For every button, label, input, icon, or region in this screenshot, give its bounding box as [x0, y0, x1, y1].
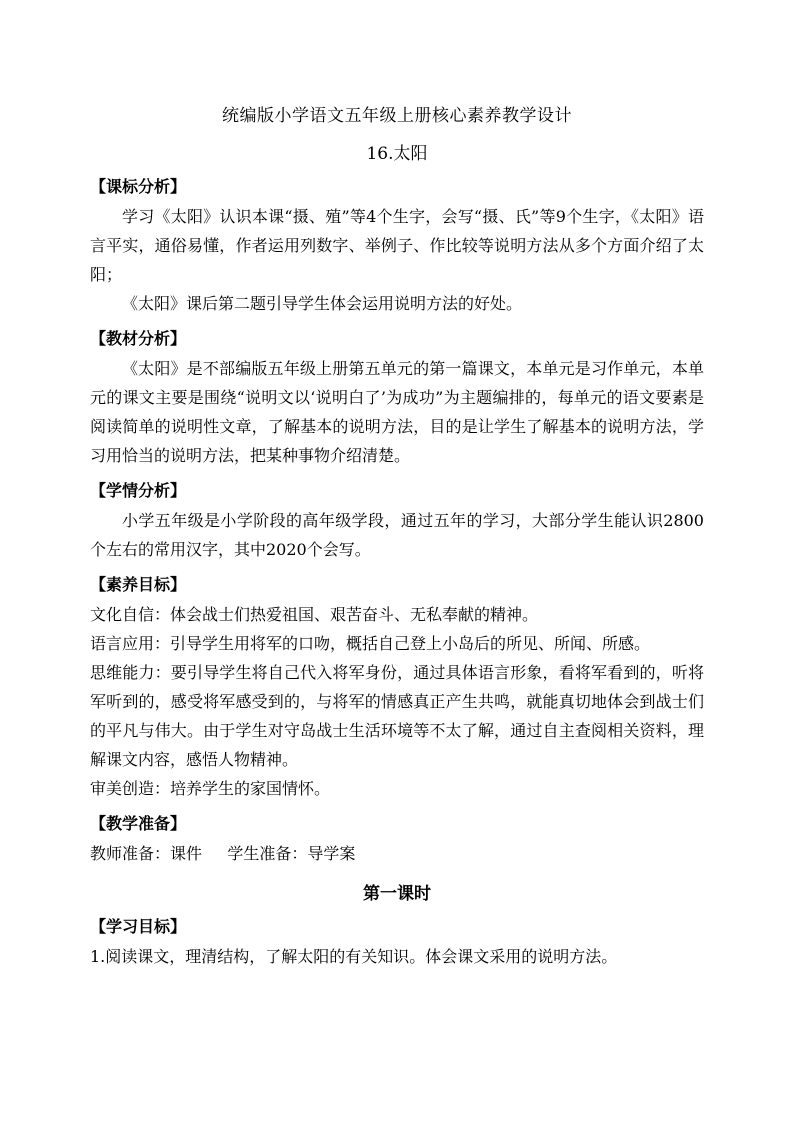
section-heading-objectives: 【学习目标】	[90, 917, 187, 936]
curriculum-paragraph-1: 学习《太阳》认识本课“摄、殖”等4个生字，会写“摄、氏”等9个生字，《太阳》语言平实，通俗易懂，作者运用列数字、举例子、作比较等说明方法从多个方面介绍了太阳；	[90, 207, 704, 284]
objective-item-1: 1.阅读课文，理清结构，了解太阳的有关知识。体会课文采用的说明方法。	[90, 947, 618, 966]
learners-paragraph: 小学五年级是小学阶段的高年级学段，通过五年的学习，大部分学生能认识2800个左右的常用汉字，其中2020个会写。	[90, 511, 704, 559]
period-title: 第一课时	[363, 884, 431, 904]
literacy-thinking: 思维能力：要引导学生将自己代入将军身份，通过具体语言形象，看将军看到的，听将军听到的，感受将军感受到的，与将军的情感真正产生共鸣，就能真切地体会到战士们的平凡与伟大。由于学生对守岛战士生活环境等不太了解，通过自主查阅相关资料，理解课文内容，感悟人物精神。	[90, 663, 704, 769]
section-heading-literacy: 【素养目标】	[90, 575, 187, 594]
section-literacy	[90, 574, 704, 803]
lesson-title: 16.太阳	[366, 144, 428, 164]
literacy-culture: 文化自信：体会战士们热爱祖国、艰苦奋斗、无私奉献的精神。	[90, 605, 539, 624]
section-heading-textbook: 【教材分析】	[90, 329, 187, 348]
textbook-paragraph: 《太阳》是不部编版五年级上册第五单元的第一篇课文，本单元是习作单元，本单元的课文主要是围绕“说明文以‘说明白了’为成功”为主题编排的，每单元的语文要素是阅读简单的说明性文章，了解基本的说明方法，目的是让学生了解基本的说明方法，学习用恰当的说明方法，把某种事物介绍清楚。	[90, 359, 704, 465]
literacy-language: 语言应用：引导学生用将军的口吻，概括自己登上小岛后的所见、所闻、所感。	[90, 634, 651, 653]
section-heading-learners: 【学情分析】	[90, 481, 187, 500]
section-heading-curriculum: 【课标分析】	[90, 177, 187, 196]
curriculum-paragraph-2: 《太阳》课后第二题引导学生体会运用说明方法的好处。	[122, 294, 523, 313]
section-preparation	[90, 813, 704, 868]
section-curriculum	[90, 176, 704, 318]
section-textbook	[90, 328, 704, 470]
section-learners	[90, 480, 704, 564]
literacy-aesthetic: 审美创造：培养学生的家国情怀。	[90, 779, 331, 798]
section-heading-preparation: 【教学准备】	[90, 814, 187, 833]
document-title: 统编版小学语文五年级上册核心素养教学设计	[222, 106, 572, 126]
preparation-line: 教师准备：课件 学生准备：导学案	[90, 844, 356, 863]
